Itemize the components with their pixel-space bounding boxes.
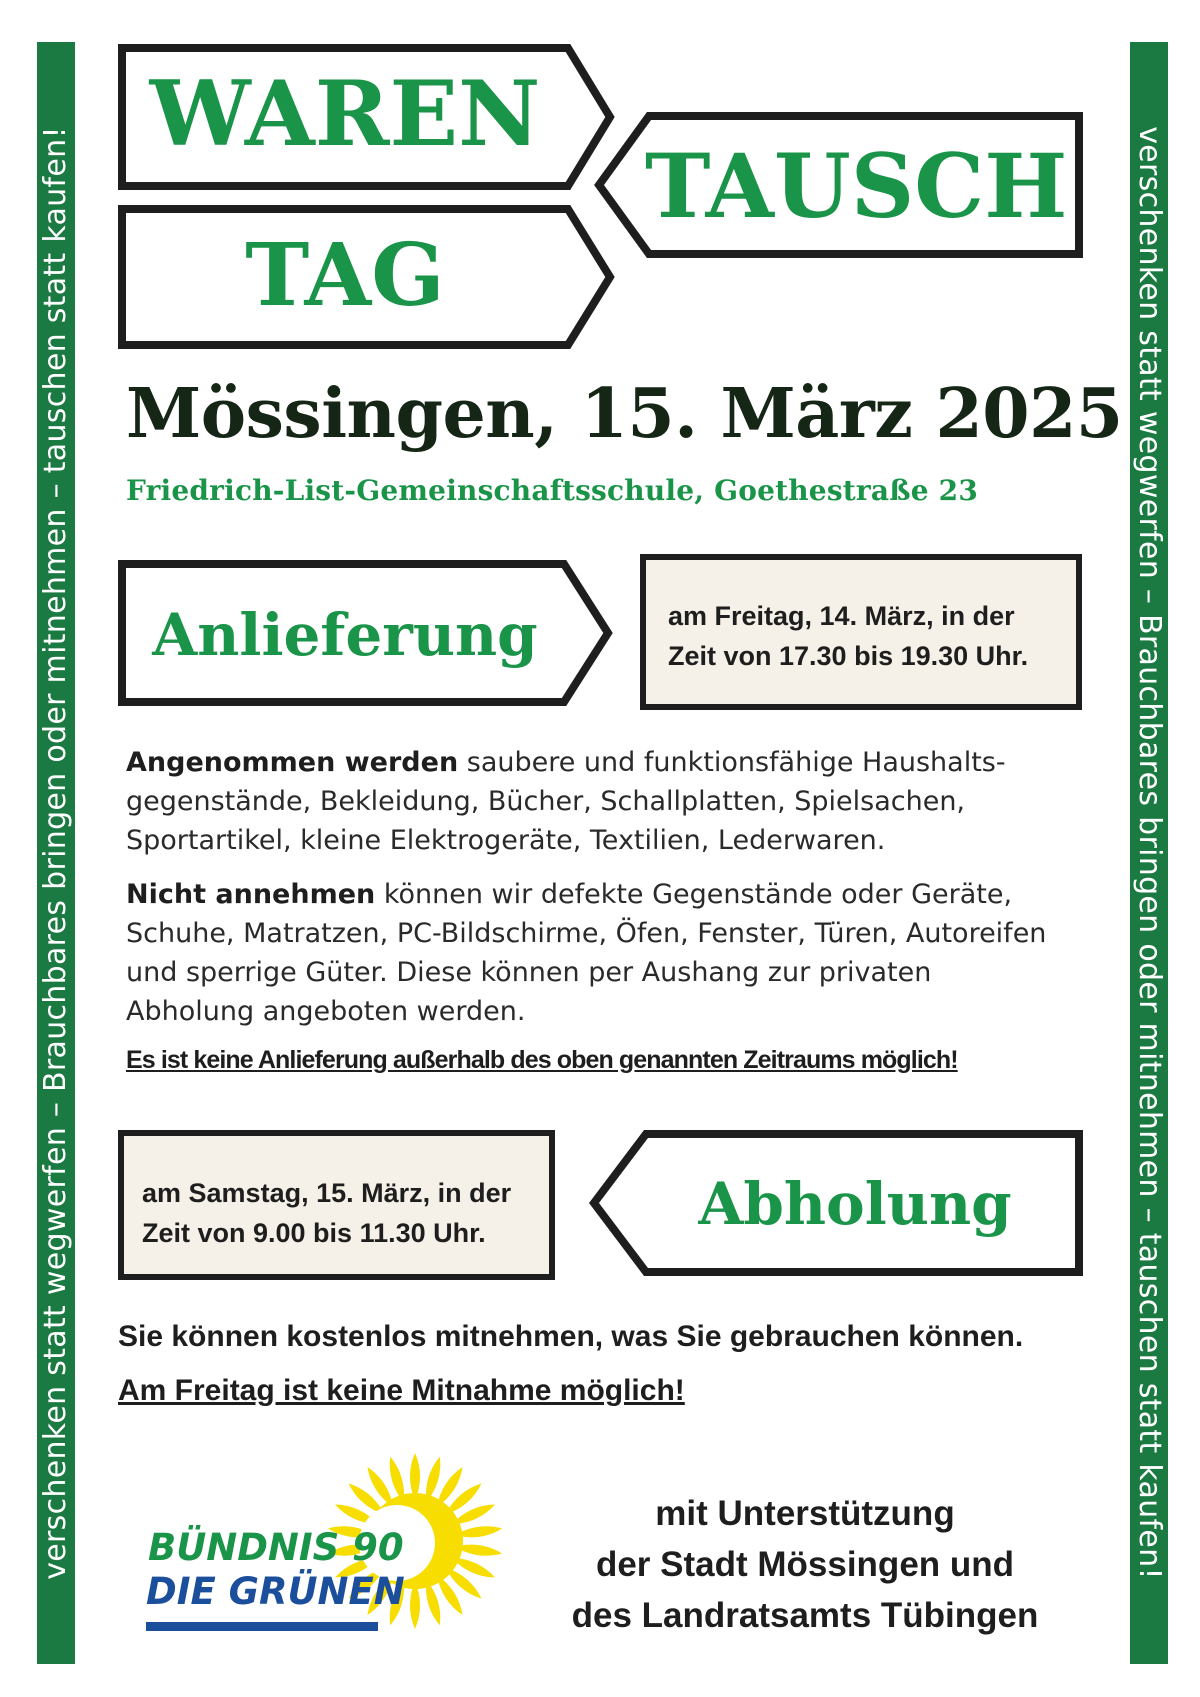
delivery-time-line1: am Freitag, 14. März, in der	[668, 601, 1015, 631]
friday-note: Am Freitag ist keine Mitnahme möglich!	[118, 1374, 685, 1407]
not-accepted-line4: Abholung angeboten werden.	[126, 996, 526, 1027]
accepted-line2: gegenstände, Bekleidung, Bücher, Schallplatten, Spielsachen,	[126, 786, 966, 817]
logo-underline	[146, 1622, 378, 1631]
support-line1: mit Unterstützung	[655, 1494, 955, 1533]
logo-line1: BÜNDNIS 90	[148, 1526, 404, 1569]
accepted-paragraph	[126, 743, 1086, 860]
support-line2: der Stadt Mössingen und	[595, 1545, 1015, 1584]
tausch-label: TAUSCH	[645, 134, 1068, 238]
pickup-time-box	[118, 1130, 555, 1280]
pickup-time-line2: Zeit von 9.00 bis 11.30 Uhr.	[142, 1218, 486, 1248]
logo-line2: DIE GRÜNEN	[146, 1570, 405, 1613]
waren-label: WAREN	[149, 61, 541, 167]
delivery-time-line2: Zeit von 17.30 bis 19.30 Uhr.	[668, 641, 1029, 671]
not-accepted-paragraph	[126, 875, 1086, 1031]
not-accepted-line2: Schuhe, Matratzen, PC-Bildschirme, Öfen, Fenster, Türen, Autoreifen	[126, 918, 1047, 949]
pickup-time-line1: am Samstag, 15. März, in der	[142, 1178, 512, 1208]
support-text	[555, 1488, 1055, 1641]
accepted-line3: Sportartikel, kleine Elektrogeräte, Textilien, Lederwaren.	[126, 825, 886, 856]
not-accepted-line3: und sperrige Güter. Diese können per Aushang zur privaten	[126, 957, 932, 988]
left-side-banner-text: verschenken statt wegwerfen – Brauchbares bringen oder mitnehmen – tauschen statt kaufen!	[38, 126, 73, 1580]
delivery-label: Anlieferung	[152, 601, 538, 669]
tag-label: TAG	[245, 225, 445, 326]
event-title: Mössingen, 15. März 2025	[126, 374, 1123, 454]
delivery-time-box	[640, 554, 1082, 710]
free-take-text: Sie können kostenlos mitnehmen, was Sie gebrauchen können.	[118, 1320, 1024, 1353]
not-accepted-bold: Nicht annehmen	[126, 879, 376, 910]
not-accepted-line1: können wir defekte Gegenstände oder Geräte,	[375, 879, 1013, 910]
delivery-warning: Es ist keine Anlieferung außerhalb des oben genannten Zeitraums möglich!	[126, 1046, 958, 1074]
accepted-line1: saubere und funktionsfähige Haushalts-	[458, 747, 1006, 778]
support-line3: des Landratsamts Tübingen	[571, 1596, 1039, 1635]
pickup-label: Abholung	[698, 1170, 1012, 1238]
accepted-bold: Angenommen werden	[126, 747, 459, 778]
right-side-banner-text: verschenken statt wegwerfen – Brauchbares bringen oder mitnehmen – tauschen statt kaufen!	[1132, 126, 1167, 1580]
event-venue: Friedrich-List-Gemeinschaftsschule, Goethestraße 23	[126, 474, 979, 507]
